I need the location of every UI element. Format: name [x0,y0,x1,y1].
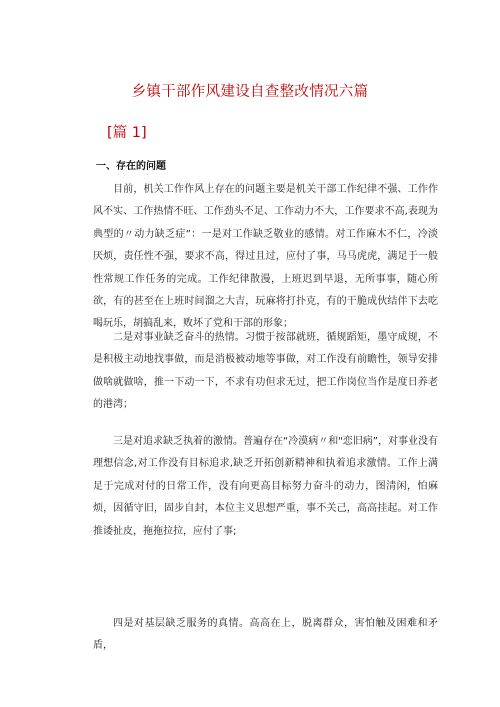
paragraph-3: 三是对追求缺乏执着的激情。普遍存在“冷漠病〃和"恋旧病”，对事业没有理想信念,对工作没有目标追求,缺乏开拓创新精神和执着追求激情。工作上满足于完成对付的日常工作，没有向更高目标努力奋斗的动力，图清闲，怕麻烦，因循守旧，固步自封，本位主义思想严重，事不关己，高高挂起。对工作推诿扯皮，拖拖拉拉，应付了事; [93,436,438,537]
document-title: 乡镇干部作风建设自查整改情况六篇 [131,84,369,100]
paragraph-1: 目前，机关工作作风上存在的问题主要是机关干部工作纪律不强、工作作风不实、工作热情不旺、工作劲头不足、工作动力不大，工作要求不高,表现为典型的〃动力缺乏症”：一是对工作缺乏敬业的感情。对工作麻木不仁，冷淡厌烦，责任性不强，要求不高，得过且过，应付了事，马马虎虎，满足于一般性常规工作任务的完成。工作纪律散漫，上班迟到早退，无所事事，随心所欲，有的甚至在上班时间溜之大吉，玩麻将打扑克，有的干脆成伙结伴下去吃喝玩乐，胡搞乱来，败坏了党和干部的形象； [93,184,438,330]
paragraph-2: 二是对事业缺乏奋斗的热情。习惯于按部就班，循规蹈矩，墨守成规，不是积极主动地找事做，而是消极被动地等事做，对工作没有前瞻性，领导安排做啥就做啥，推一下动一下，不求有功但求无过，把工作岗位当作是度日养老的港湾； [93,332,438,411]
paragraph-4: 四是对基层缺乏服务的真情。高高在上，脱离群众，害怕触及困难和矛盾， [93,618,438,652]
section-heading: 一、存在的问题 [96,161,166,172]
section-tag: [篇 1] [107,125,147,141]
